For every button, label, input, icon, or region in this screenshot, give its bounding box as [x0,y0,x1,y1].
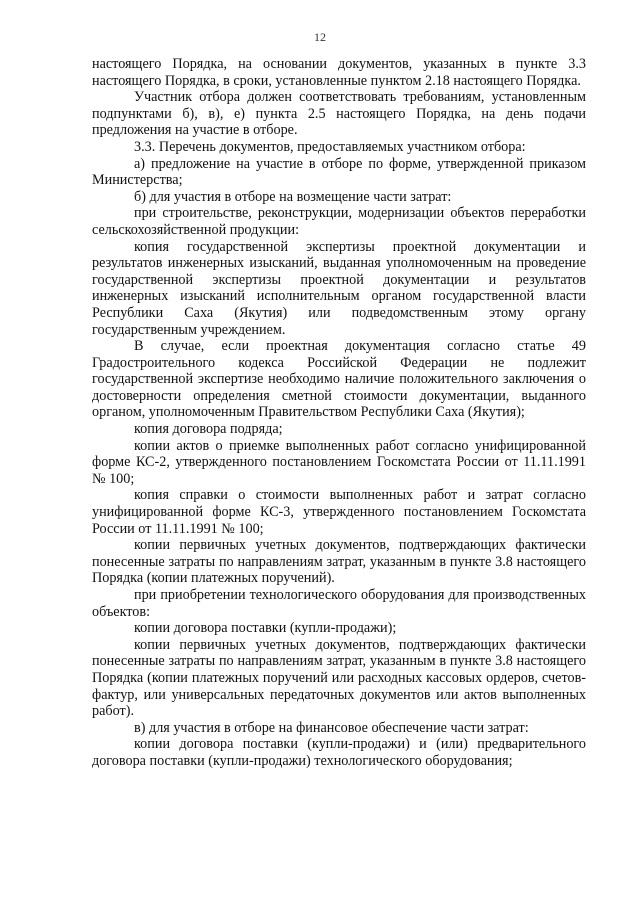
paragraph: при строительстве, реконструкции, модернизации объектов переработки сельскохозяйственной продукции: [92,205,586,238]
document-body [92,56,586,770]
paragraph: а) предложение на участие в отборе по форме, утвержденной приказом Министерства; [92,155,586,189]
paragraph: в) для участия в отборе на финансовое обеспечение части затрат: [134,719,529,736]
paragraph: В случае, если проектная документация согласно статье 49 Градостроительного кодекса Российской Федерации не подлежит государственной экспертизе необходимо наличие положительного заключения о достоверности определения сметной стоимости документации, выданного органом, уполномоченным Правительством Республики Саха (Якутия); [92,338,586,421]
paragraph: копия государственной экспертизы проектной документации и результатов инженерных изысканий, выданная уполномоченным на проведение государственной экспертизы проектной документации и результатов инженерных изысканий исполнительным органом государственной власти Республики Саха (Якутия) или подведомственным этому органу государственным учреждением. [92,238,586,338]
paragraph: Участник отбора должен соответствовать требованиям, установленным подпунктами б), в), е) пункта 2.5 настоящего Порядка, на день подачи предложения на участие в отборе. [92,89,586,139]
paragraph: копии договора поставки (купли-продажи) и (или) предварительного договора поставки (купли-продажи) технологического оборудования; [92,736,586,769]
page-number: 12 [314,30,326,44]
paragraph: копия справки о стоимости выполненных работ и затрат согласно унифицированной форме КС-3, утвержденного постановлением Госкомстата России от 11.11.1991 № 100; [92,487,586,537]
paragraph: б) для участия в отборе на возмещение части затрат: [134,188,452,205]
paragraph: копии первичных учетных документов, подтверждающих фактически понесенные затраты по направлениям затрат, указанным в пункте 3.8 настоящего Порядка (копии платежных поручений). [92,537,586,587]
paragraph: копии актов о приемке выполненных работ согласно унифицированной форме КС-2, утвержденного постановлением Госкомстата России от 11.11.1991 № 100; [92,437,586,487]
paragraph: копии договора поставки (купли-продажи); [134,620,397,637]
paragraph: настоящего Порядка, на основании документов, указанных в пункте 3.3 настоящего Порядка, в сроки, установленные пунктом 2.18 настоящего Порядка. [92,56,586,89]
paragraph: 3.3. Перечень документов, предоставляемых участником отбора: [134,138,526,155]
paragraph: копии первичных учетных документов, подтверждающих фактически понесенные затраты по направлениям затрат, указанным в пункте 3.8 настоящего Порядка (копии платежных поручений или расходных кассовых ордеров, счетов-фактур, или универсальных передаточных документов или актов выполненных работ). [92,636,586,720]
paragraph: при приобретении технологического оборудования для производственных объектов: [92,587,586,620]
paragraph: копия договора подряда; [134,421,283,438]
